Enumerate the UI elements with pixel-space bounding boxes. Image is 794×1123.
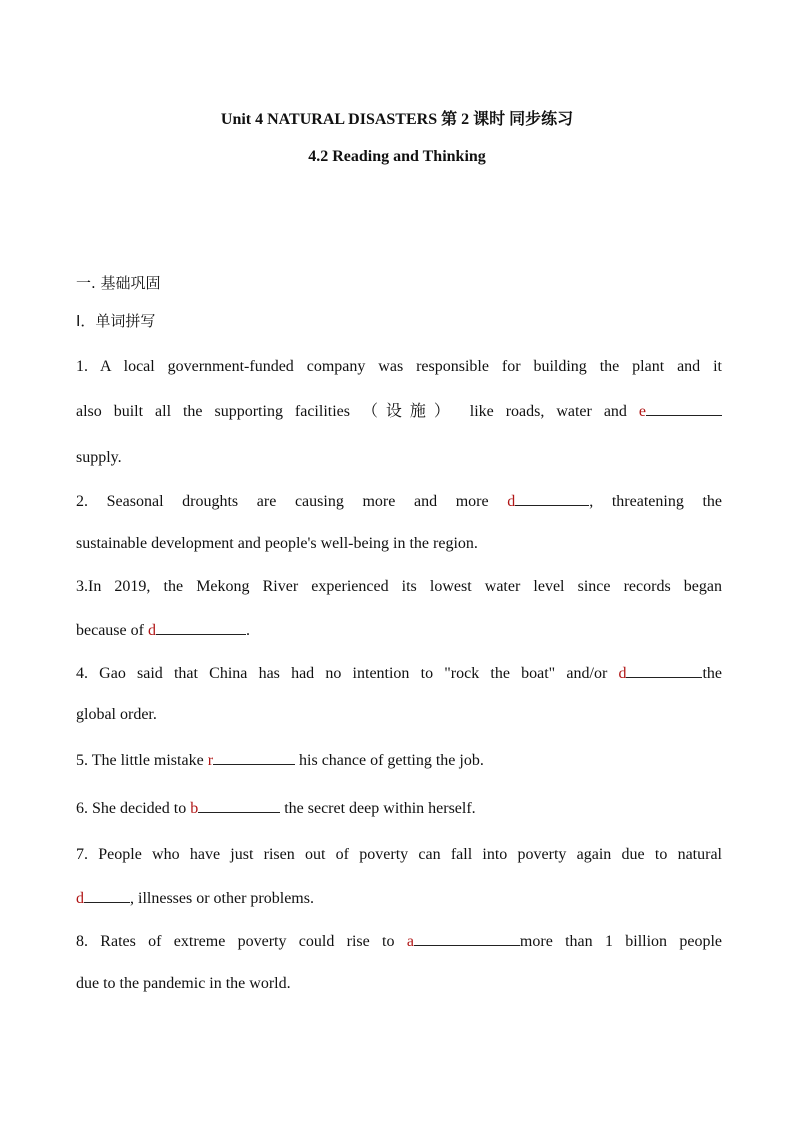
q8-hint-letter: a — [406, 933, 414, 950]
q4-hint-letter: d — [618, 665, 627, 682]
q5-line-1 — [76, 750, 722, 771]
q1-text: also built all the supporting facilities （设施） like roads, water and — [76, 403, 639, 420]
q6-text-a: 6. She decided to — [76, 800, 191, 817]
q8-text-a: 8. Rates of extreme poverty could rise to — [76, 933, 407, 950]
q4-line-2: global order. — [76, 706, 157, 723]
q4-text-b: the — [702, 665, 722, 682]
q3-line-1: 3.In 2019, the Mekong River experienced its lowest water level since records began — [76, 578, 722, 595]
q8-text-b: more than 1 billion people — [519, 933, 722, 950]
q7-hint-letter: d — [76, 890, 84, 907]
q2-text-b: , threatening the — [589, 493, 723, 510]
q3-text-b: . — [245, 622, 250, 639]
q5-hint-letter: r — [207, 752, 214, 769]
q8-line-1 — [76, 931, 722, 952]
q6-text-b: the secret deep within herself. — [280, 800, 476, 817]
q4-text-a: 4. Gao said that China has had no intention to "rock the boat" and/or — [76, 665, 619, 682]
q4-line-1 — [76, 663, 722, 684]
q7-text-b: , illnesses or other problems. — [130, 890, 314, 907]
q5-blank[interactable] — [213, 750, 295, 765]
q2-blank[interactable] — [515, 491, 589, 506]
q8-blank[interactable] — [414, 931, 520, 946]
q7-line-1: 7. People who have just risen out of poverty can fall into poverty again due to natural — [76, 846, 722, 863]
q4-blank[interactable] — [626, 663, 702, 678]
q5-text-b: his chance of getting the job. — [295, 752, 484, 769]
q3-blank[interactable] — [156, 620, 246, 635]
q3-hint-letter: d — [147, 622, 156, 639]
q2-hint-letter: d — [507, 493, 516, 510]
q2-line-1 — [76, 491, 722, 512]
q3-line-2 — [76, 620, 722, 641]
q1-line-2 — [76, 401, 722, 422]
section-heading: 一. 基础巩固 — [76, 274, 161, 292]
q7-blank[interactable] — [84, 888, 130, 903]
q6-blank[interactable] — [198, 798, 280, 813]
q8-line-2: due to the pandemic in the world. — [76, 975, 291, 992]
q1-hint-letter: e — [638, 403, 646, 420]
q6-hint-letter: b — [190, 800, 199, 817]
q2-line-2: sustainable development and people's well-being in the region. — [76, 535, 478, 552]
q5-text-a: 5. The little mistake — [76, 752, 208, 769]
q1-line-1: 1. A local government-funded company was responsible for building the plant and it — [76, 358, 722, 375]
q1-line-3: supply. — [76, 449, 122, 466]
q1-blank[interactable] — [646, 401, 722, 416]
q3-text-a: because of — [76, 622, 148, 639]
page-subtitle: 4.2 Reading and Thinking — [308, 148, 486, 165]
q2-text-a: 2. Seasonal droughts are causing more and more — [76, 493, 508, 510]
q7-line-2 — [76, 888, 722, 909]
q6-line-1 — [76, 798, 722, 819]
subsection-heading: Ⅰ．单词拼写 — [76, 312, 156, 330]
page-title: Unit 4 NATURAL DISASTERS 第 2 课时 同步练习 — [220, 111, 574, 128]
